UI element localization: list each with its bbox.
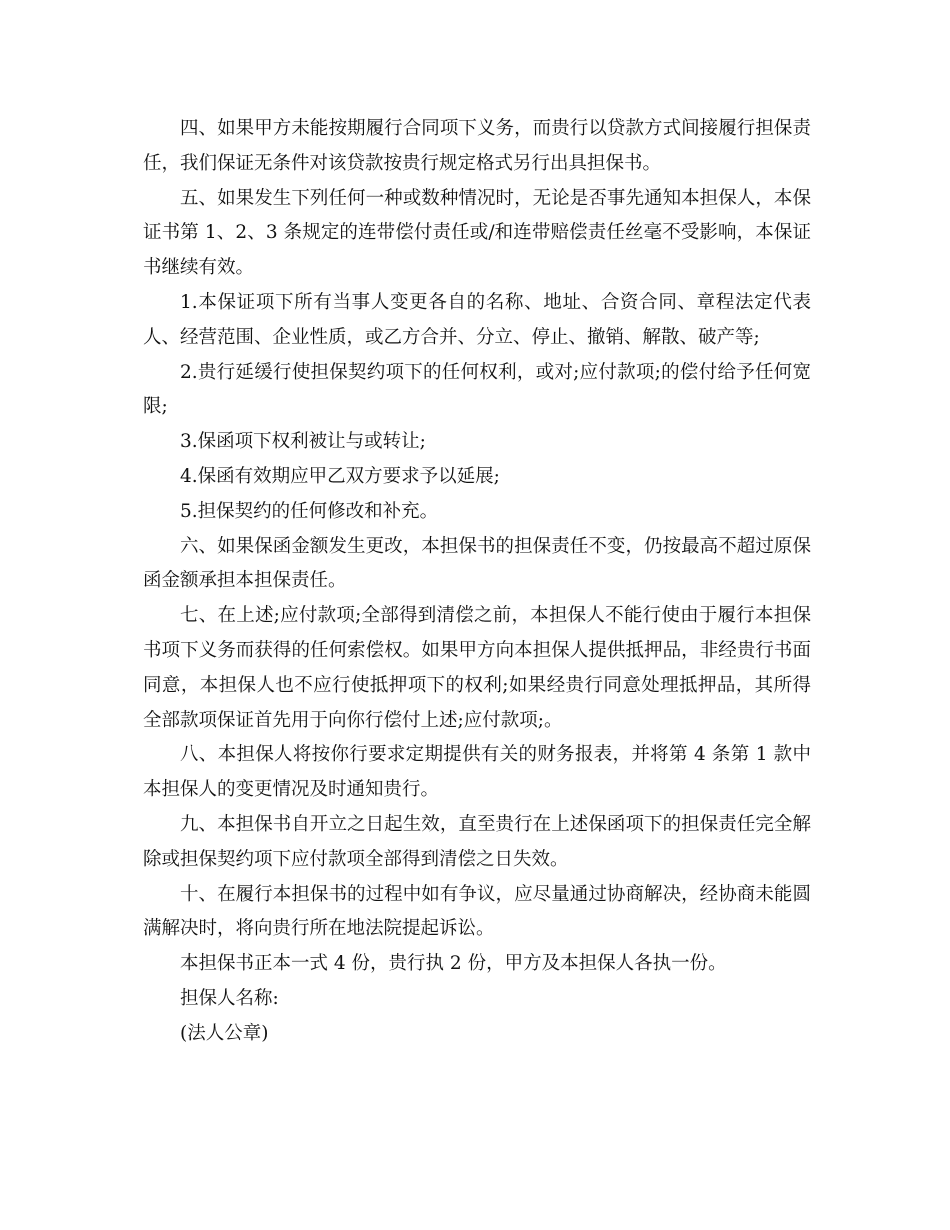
clause-eight: 八、本担保人将按你行要求定期提供有关的财务报表，并将第 4 条第 1 款中本担保人的变更情况及时通知贵行。: [143, 744, 811, 801]
guarantor-name-label: 担保人名称:: [180, 987, 279, 1009]
clause-seven: 七、在上述;应付款项;全部得到清偿之前，本担保人不能行使由于履行本担保书项下义务而获得的任何索偿权。如果甲方向本担保人提供抵押品，非经贵行书面同意，本担保人也不应行使抵押项下的权利;如果经贵行同意处理抵押品，其所得全部款项保证首先用于向你行偿付上述;应付款项;。: [143, 605, 811, 731]
corporate-seal-label: (法人公章): [180, 1022, 269, 1044]
clause-five-item-1: 1.本保证项下所有当事人变更各自的名称、地址、合资合同、章程法定代表人、经营范围、企业性质，或乙方合并、分立、停止、撤销、解散、破产等;: [143, 291, 811, 348]
clause-five-item-4: 4.保函有效期应甲乙双方要求予以延展;: [180, 465, 500, 487]
clause-five-item-2: 2.贵行延缓行使担保契约项下的任何权利，或对;应付款项;的偿付给予任何宽限;: [143, 361, 811, 418]
clause-five-item-3: 3.保函项下权利被让与或转让;: [180, 431, 426, 453]
document-body: [143, 112, 811, 1052]
clause-four: 四、如果甲方未能按期履行合同项下义务，而贵行以贷款方式间接履行担保责任，我们保证无条件对该贷款按贵行规定格式另行出具担保书。: [143, 118, 811, 174]
clause-five-item-5: 5.担保契约的任何修改和补充。: [180, 500, 439, 522]
clause-nine: 九、本担保书自开立之日起生效，直至贵行在上述保函项下的担保责任完全解除或担保契约项下应付款项全部得到清偿之日失效。: [143, 813, 811, 870]
clause-six: 六、如果保函金额发生更改，本担保书的担保责任不变，仍按最高不超过原保函金额承担本担保责任。: [143, 535, 811, 592]
copies-statement: 本担保书正本一式 4 份，贵行执 2 份，甲方及本担保人各执一份。: [180, 953, 727, 975]
clause-ten: 十、在履行本担保书的过程中如有争议，应尽量通过协商解决，经协商未能圆满解决时，将向贵行所在地法院提起诉讼。: [143, 883, 811, 940]
clause-five: 五、如果发生下列任何一种或数种情况时，无论是否事先通知本担保人，本保证书第 1、2、3 条规定的连带偿付责任或/和连带赔偿责任丝毫不受影响，本保证书继续有效。: [143, 187, 811, 279]
